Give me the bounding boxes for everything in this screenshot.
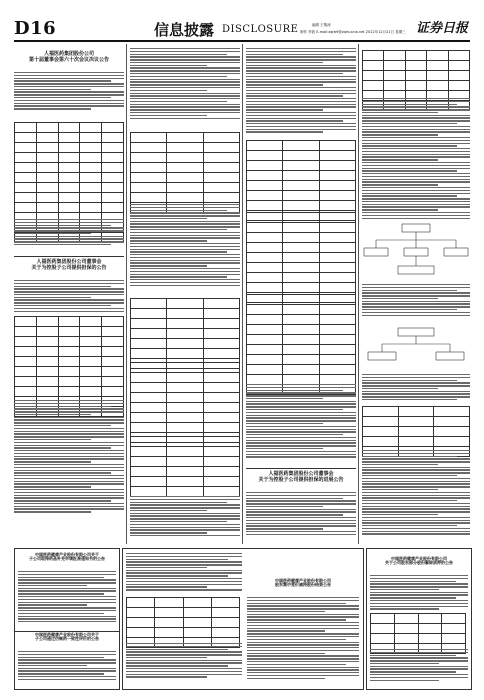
body-text-block <box>246 492 356 537</box>
data-table <box>370 613 466 654</box>
column-divider <box>242 44 243 544</box>
body-text-block <box>362 374 470 402</box>
announcement-company: 人福医药集团股份公司董事会 <box>268 471 334 477</box>
data-table <box>130 132 240 213</box>
body-text-block <box>370 575 468 611</box>
announcement-box <box>366 548 472 690</box>
column-1 <box>14 44 124 544</box>
newspaper-masthead: 证券日报 <box>415 21 468 36</box>
page-number: D16 <box>14 18 57 39</box>
data-table <box>130 436 240 497</box>
body-text-block <box>246 48 356 134</box>
announcement-title: 子公司通过仿制药一致性评价的公告 <box>35 636 99 642</box>
data-table <box>246 294 356 395</box>
announcement-company: 中国医药健康产业股份有限公司关于 <box>35 632 99 637</box>
column-divider <box>126 44 127 544</box>
header-rule <box>14 40 470 42</box>
body-text-block <box>14 219 124 247</box>
body-text-block <box>130 496 240 538</box>
body-text-block <box>130 48 240 120</box>
body-text-block <box>18 651 116 682</box>
body-text-block <box>14 72 124 111</box>
announcement-title: 关于为控股子公司提供担保的公告 <box>31 264 107 271</box>
data-table <box>126 597 240 648</box>
body-text-block <box>126 553 242 592</box>
announcement-box <box>14 548 120 690</box>
body-text-block <box>18 571 116 624</box>
announcement-company: 人福医药集团股份公司 <box>43 51 94 57</box>
body-text-block <box>14 400 124 514</box>
column-3 <box>246 44 356 544</box>
editor-credit: 编辑 王敬涛 <box>312 23 331 27</box>
announcement-title: 股东集中竞价减持股份结果公告 <box>275 582 331 588</box>
body-text-block <box>14 280 124 313</box>
data-table <box>246 140 356 221</box>
announcement-title: 关于公司股东部分股份解除质押的公告 <box>385 560 453 566</box>
data-table <box>130 362 240 443</box>
body-text-block <box>362 450 470 536</box>
announcement-company: 中国医药健康产业股份有限公司 <box>275 578 331 583</box>
body-text-block <box>126 643 242 679</box>
body-text-block <box>362 98 470 220</box>
announcement-title: 关于为控股子公司提供担保的进展公告 <box>258 476 344 483</box>
column-divider <box>358 44 359 544</box>
issue-meta: 制作 李波 E-mail:zqrb9@zqrb.sina.net 2022年12月21日 星期三 <box>300 30 406 34</box>
body-text-block <box>130 204 240 287</box>
body-text-block <box>362 284 470 317</box>
announcement-title: 子公司取得药品补充申请批准通知书的公告 <box>29 556 105 562</box>
body-text-block <box>246 384 356 459</box>
announcement-company: 中国医药健康产业股份有限公司 <box>391 556 447 561</box>
body-text-block <box>370 649 468 682</box>
announcement-box <box>122 548 364 690</box>
column-4 <box>362 44 470 544</box>
column-2 <box>130 44 240 544</box>
announcement-company: 中国医药健康产业股份有限公司关于 <box>35 552 99 557</box>
page-header <box>14 18 470 38</box>
section-title: 信息披露 <box>154 21 215 39</box>
data-table <box>130 298 240 369</box>
body-text-block <box>247 597 359 680</box>
announcement-company: 人福医药集团股份公司董事会 <box>36 259 102 265</box>
announcement-title: 第十届董事会第六十次会议决议公告 <box>28 56 109 63</box>
section-english-title: DISCLOSURE <box>222 24 299 35</box>
data-table <box>246 212 356 303</box>
